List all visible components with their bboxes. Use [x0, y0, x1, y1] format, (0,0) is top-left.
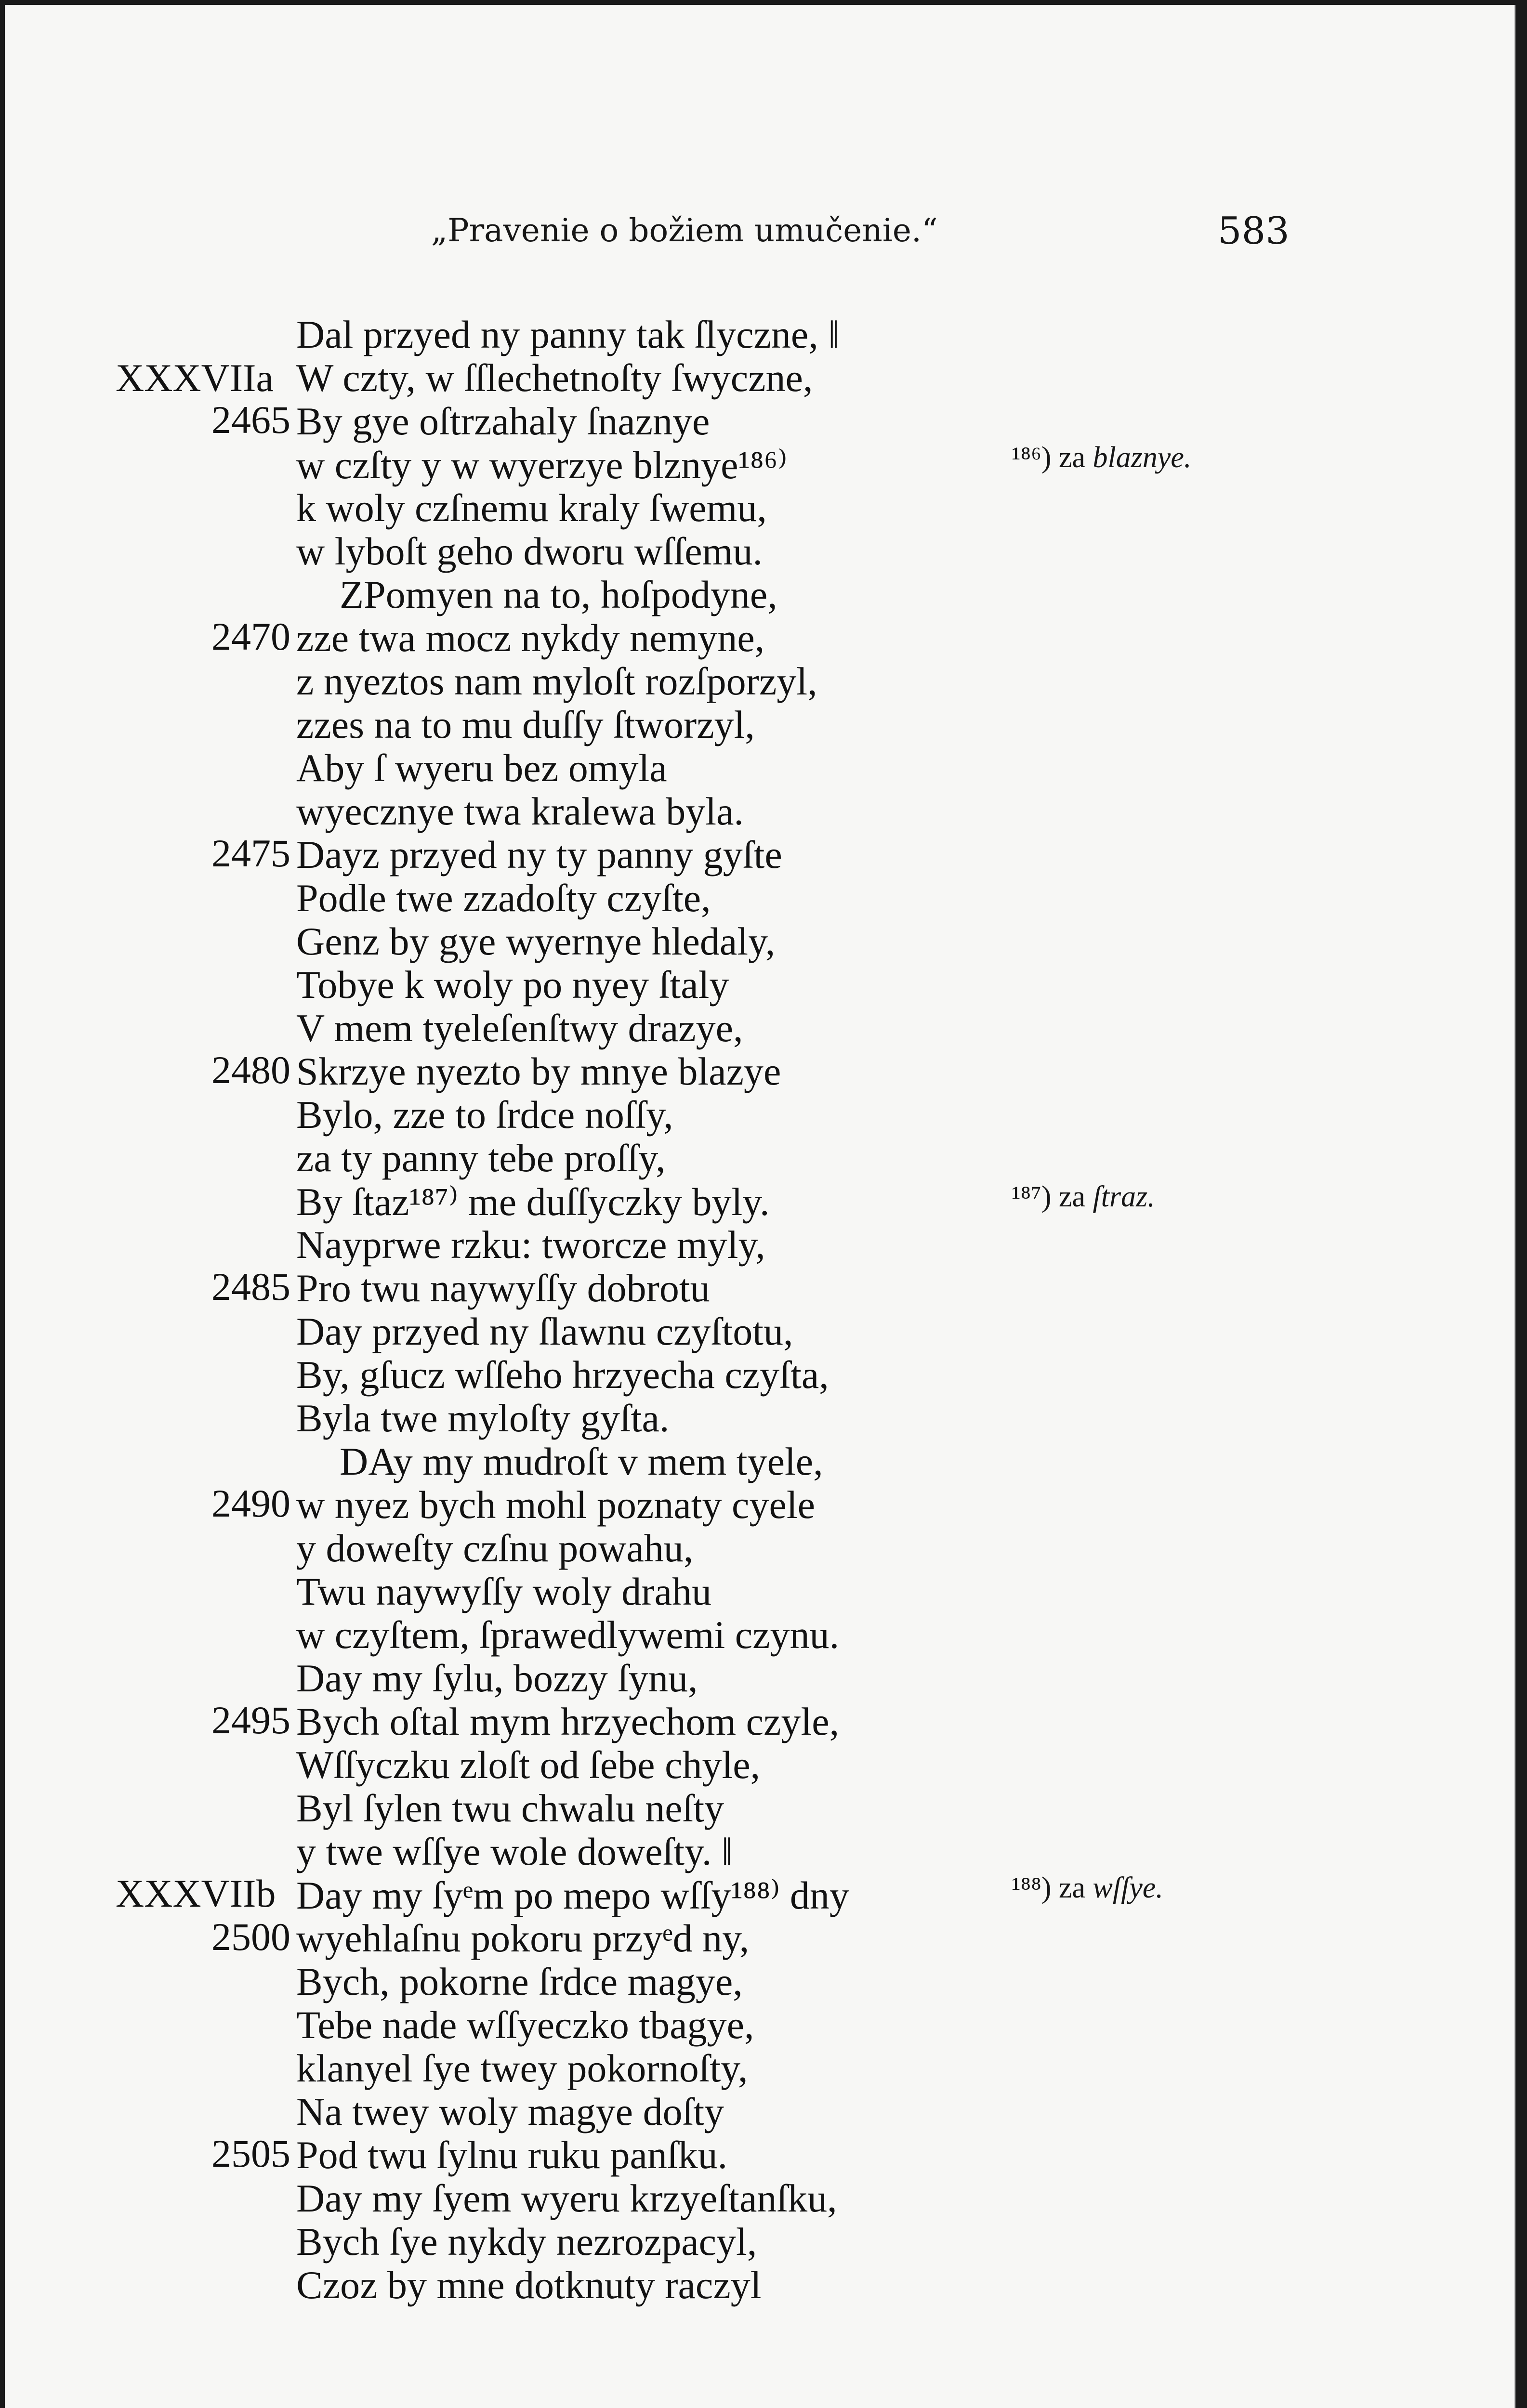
- verse-line: zze twa mocz nykdy nemyne,: [296, 616, 765, 660]
- verse-line: zzes na to mu duſſy ſtworzyl,: [296, 703, 755, 746]
- verse-line: By gye oſtrzahaly ſnaznye: [296, 399, 710, 443]
- verse-line: klanyel ſye twey pokornoſty,: [296, 2046, 748, 2090]
- verse-line: Dal przyed ny panny tak ſlyczne, ‖: [296, 313, 840, 356]
- verse-line: Byl ſylen twu chwalu neſty: [296, 1786, 724, 1830]
- line-number: 2480: [211, 1048, 290, 1092]
- verse-line: Day przyed ny ſlawnu czyſtotu,: [296, 1309, 793, 1353]
- verse-line: w lyboſt geho dworu wſſemu.: [296, 529, 763, 573]
- verse-line: z nyeztos nam myloſt rozſporzyl,: [296, 659, 817, 703]
- section-mark-b: XXXVIIb: [116, 1871, 276, 1915]
- line-number: 2485: [211, 1265, 290, 1309]
- verse-line: w czſty y w wyerzye blznye¹⁸⁶⁾: [296, 443, 788, 487]
- page-number: 583: [1218, 209, 1290, 253]
- book-page: [5, 5, 1515, 2408]
- footnote-186: ¹⁸⁶) za blaznye.: [1012, 441, 1192, 474]
- verse-line: By, gſucz wſſeho hrzyecha czyſta,: [296, 1353, 829, 1397]
- verse-line: ZPomyen na to, hoſpodyne,: [340, 573, 777, 616]
- line-number: 2505: [211, 2132, 290, 2175]
- verse-line: Twu naywyſſy woly drahu: [296, 1570, 711, 1613]
- verse-line: W czty, w ſſlechetnoſty ſwyczne,: [296, 356, 813, 400]
- verse-line: Czoz by mne dotknuty raczyl: [296, 2263, 762, 2307]
- line-number: 2500: [211, 1915, 290, 1959]
- line-number: 2465: [211, 398, 290, 442]
- verse-line: Dayz przyed ny ty panny gyſte: [296, 833, 782, 877]
- verse-line: y twe wſſye wole doweſty. ‖: [296, 1830, 733, 1873]
- verse-line: DAy my mudroſt v mem tyele,: [340, 1440, 823, 1483]
- line-number: 2490: [211, 1481, 290, 1525]
- verse-line: Tebe nade wſſyeczko tbagye,: [296, 2003, 754, 2047]
- verse-line: Wſſyczku zloſt od ſebe chyle,: [296, 1743, 761, 1787]
- verse-line: Genz by gye wyernye hledaly,: [296, 919, 776, 963]
- line-number: 2495: [211, 1698, 290, 1742]
- verse-line: Bych oſtal mym hrzyechom czyle,: [296, 1700, 840, 1743]
- verse-line: Byla twe myloſty gyſta.: [296, 1396, 670, 1440]
- verse-line: Nayprwe rzku: tworcze myly,: [296, 1223, 765, 1267]
- running-head: „Pravenie o božiem umučenie.“: [431, 212, 938, 249]
- verse-line: Pod twu ſylnu ruku panſku.: [296, 2133, 728, 2177]
- verse-line: za ty panny tebe proſſy,: [296, 1136, 666, 1180]
- verse-line: Bych ſye nykdy nezrozpacyl,: [296, 2220, 757, 2264]
- footnote-188: ¹⁸⁸) za wſſye.: [1012, 1871, 1163, 1904]
- verse-line: Bylo, zze to ſrdce noſſy,: [296, 1093, 673, 1137]
- verse-line: Day my ſyem wyeru krzyeſtanſku,: [296, 2176, 837, 2220]
- verse-line: Day my ſyᵉm po mepo wſſy¹⁸⁸⁾ dny: [296, 1873, 849, 1917]
- verse-line: k woly czſnemu kraly ſwemu,: [296, 486, 767, 530]
- verse-line: Day my ſylu, bozzy ſynu,: [296, 1656, 698, 1700]
- footnote-187: ¹⁸⁷) za ſtraz.: [1012, 1180, 1155, 1213]
- verse-line: Podle twe zzadoſty czyſte,: [296, 876, 711, 920]
- verse-line: By ſtaz¹⁸⁷⁾ me duſſyczky byly.: [296, 1180, 770, 1224]
- section-mark-a: XXXVIIa: [116, 356, 274, 400]
- verse-line: wyehlaſnu pokoru przyᵉd ny,: [296, 1916, 750, 1960]
- verse-line: V mem tyeleſenſtwy drazye,: [296, 1006, 743, 1050]
- line-number: 2470: [211, 615, 290, 658]
- verse-line: Aby ſ wyeru bez omyla: [296, 746, 667, 790]
- verse-line: wyecznye twa kralewa byla.: [296, 789, 744, 833]
- verse-line: Skrzye nyezto by mnye blazye: [296, 1049, 781, 1093]
- verse-line: Pro twu naywyſſy dobrotu: [296, 1266, 710, 1310]
- verse-line: w nyez bych mohl poznaty cyele: [296, 1483, 816, 1527]
- verse-line: y doweſty czſnu powahu,: [296, 1526, 694, 1570]
- verse-line: Tobye k woly po nyey ſtaly: [296, 963, 729, 1007]
- verse-line: w czyſtem, ſprawedlywemi czynu.: [296, 1613, 840, 1657]
- verse-line: Bych, pokorne ſrdce magye,: [296, 1960, 743, 2003]
- line-number: 2475: [211, 831, 290, 875]
- verse-line: Na twey woly magye doſty: [296, 2090, 724, 2133]
